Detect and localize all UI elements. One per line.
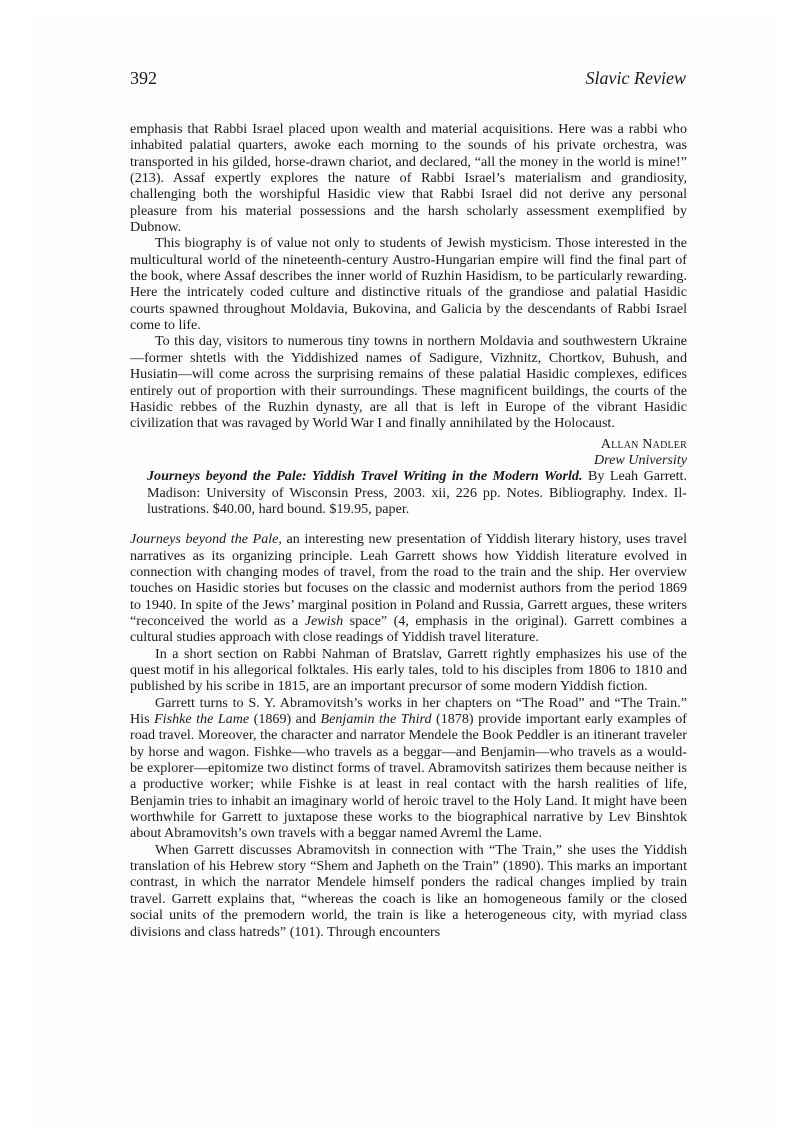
paragraph <box>130 695 687 842</box>
book-details: By Leah Garrett. Madison: University of Wisconsin Press, 2003. xii, 226 pp. Notes. Bibliography. Index. Illustrations. $40.00, hard bound. $19.95, paper. <box>147 468 688 517</box>
book-title-inline: Fishke the Lame <box>154 711 250 728</box>
paragraph <box>130 531 687 645</box>
paragraph: emphasis that Rabbi Israel placed upon wealth and material acquisitions. Here was a rabbi who inhabited palatial quarters, awoke each morning to the sounds of his private orchestra, was transported in his gilded, horse-drawn chariot, and declared, “all the money in the world is mine!” (213). Assaf expertly explores the nature of Rabbi Israel’s materialism and grandiosity, challenging both the worshipful Hasidic view that Rabbi Israel did not derive any personal pleasure from his material possessions and the harsh scholarly assessment exemplified by Dubnow. <box>130 121 687 236</box>
paragraph-text: space” (4, emphasis in the original). Garrett combines a cultural studies approach with close readings of Yiddish travel literature. <box>130 612 687 646</box>
paragraph-text: (1878) provide important early examples of road travel. Moreover, the character and narrator Mendele the Book Peddler is an itinerant traveler by horse and wagon. Fishke—who travels as a beggar—and Benjamin—who travels as a would-be explorer—epitomize two distinct forms of travel. Abramovitsh satirizes them because neither is a productive worker; while Fishke is at least in real contact with the harsh realities of life, Benjamin tries to inhabit an imaginary world of heroic travel to the Holy Land. It might have been worthwhile for Garrett to juxtapose these works to the biographical narrative by Lev Binshtok about Abramovitsh’s own travels with a beggar named Avreml the Lame. <box>130 711 687 842</box>
paragraph-text: Garrett turns to S. Y. Abramovitsh’s works in her chapters on “The Road” and “The Train.” His <box>130 694 687 728</box>
review-nadler <box>130 121 687 468</box>
journal-title: Slavic Review <box>585 68 686 88</box>
paragraph-text: an interesting new presentation of Yiddish literary history, uses travel narratives as its organizing principle. Leah Garrett shows how Yiddish literature evolved in connection with changing modes of travel, from the road to the train and the ship. Her overview touches on Hasidic stories but focuses on the classic and modernist authors from the period 1869 to 1940. In spite of the Jews’ marginal position in Poland and Russia, Garrett argues, these writers “reconceived the world as a <box>130 531 687 629</box>
paragraph: When Garrett discusses Abramovitsh in connection with “The Train,” she uses the Yiddish translation of his Hebrew story “Shem and Japheth on the Train” (1890). This marks an important contrast, in which the narrator Mendele himself ponders the radical changes implied by train travel. Garrett explains that, “whereas the coach is like an homogeneous family or the closed social units of the premodern world, the train is like a heterogeneous city, with myriad class divisions and class hatreds” (101). Through encounters <box>130 841 687 940</box>
paragraph-text: (1869) and <box>249 711 321 728</box>
paragraph: In a short section on Rabbi Nahman of Bratslav, Garrett rightly emphasizes his use of the quest motif in his allegorical folktales. His early tales, told to his disciples from 1806 to 1810 and published by his scribe in 1815, are an important precursor of some modern Yiddish fiction. <box>130 645 687 695</box>
emphasis: Jewish <box>304 612 344 629</box>
article-body <box>130 121 687 940</box>
paragraph: To this day, visitors to numerous tiny towns in northern Moldavia and southwestern Ukraine—former shtetls with the Yiddishized names of Sadigure, Vizhnitz, Chortkov, Buhush, and Husiatin—will come across the surprising remains of these palatial Hasidic complexes, edifices entirely out of proportion with their surroundings. These magnificent buildings, the courts of the Hasidic rebbes of the Ruzhin dynasty, are all that is left in Europe of the vibrant Hasidic civilization that was ravaged by World War I and finally annihilated by the Holocaust. <box>130 333 687 432</box>
paragraph: This biography is of value not only to students of Jewish mysticism. Those interested in the multicultural world of the nineteenth-century Austro-Hungarian empire will find the final part of the book, where Assaf describes the inner world of Ruzhin Hasidism, to be particularly rewarding. Here the intricately coded culture and distinctive rituals of the grandiose and palatial Hasidic courts spawned throughout Moldavia, Bukovina, and Galicia by the descendants of Rabbi Israel come to life. <box>130 235 687 334</box>
review-garrett <box>130 468 687 940</box>
reviewer-affiliation: Drew University <box>593 451 687 468</box>
page-number: 392 <box>130 68 157 88</box>
book-citation <box>130 468 687 517</box>
book-title: Journeys beyond the Pale: Yiddish Travel Writing in the Modern World. <box>147 468 583 485</box>
book-title-inline: Benjamin the Third <box>320 711 432 728</box>
reviewer-name: Allan Nadler <box>600 435 687 452</box>
review-body <box>130 531 687 940</box>
running-head <box>130 68 686 92</box>
book-title-inline: Journeys beyond the Pale, <box>130 531 282 548</box>
reviewer-signature <box>130 436 687 469</box>
